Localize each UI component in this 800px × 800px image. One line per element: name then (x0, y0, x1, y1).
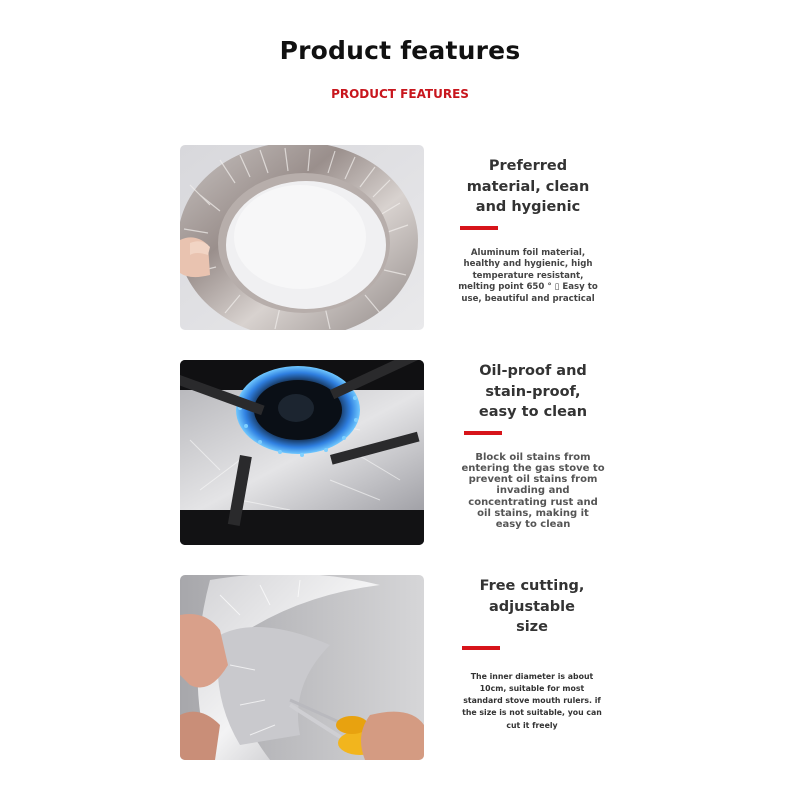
description-line: healthy and hygienic, high (463, 259, 593, 270)
heading-line: easy to clean (478, 404, 588, 420)
heading-line: Oil-proof and (479, 363, 587, 379)
scissors-cutting-image (180, 575, 424, 760)
feature-description (458, 452, 608, 531)
heading-line: adjustable (489, 598, 575, 615)
description-line: Block oil stains from (475, 451, 591, 463)
feature-heading (450, 156, 606, 218)
feature-oil-proof (458, 361, 608, 531)
accent-bar (462, 646, 500, 650)
description-line: melting point 650 ° ▯ Easy to (458, 282, 598, 293)
accent-bar (460, 226, 498, 230)
foil-ring-image (180, 145, 424, 330)
feature-heading (458, 361, 608, 423)
heading-line: Free cutting, (479, 578, 585, 594)
description-line: prevent oil stains from (468, 474, 598, 486)
heading-line: material, clean (466, 178, 590, 195)
description-line: oil stains, making it (477, 507, 589, 519)
heading-line: Preferred (488, 158, 568, 174)
gas-burner-image (180, 360, 424, 545)
description-line: easy to clean (495, 519, 571, 531)
description-line: concentrating rust and (468, 496, 598, 508)
description-line: invading and (496, 485, 570, 497)
description-line: standard stove mouth rulers. if (463, 696, 601, 706)
heading-line: stain-proof, (485, 383, 581, 400)
heading-line: size (516, 619, 548, 635)
feature-heading (456, 576, 608, 638)
description-line: 10cm, suitable for most (479, 683, 585, 693)
description-line: Aluminum foil material, (470, 247, 586, 258)
feature-description (450, 248, 606, 306)
page-subtitle: PRODUCT FEATURES (331, 87, 469, 101)
description-line: use, beautiful and practical (461, 293, 595, 304)
description-line: the size is not suitable, you can (462, 708, 602, 718)
feature-material (450, 156, 606, 305)
heading-line: and hygienic (475, 199, 581, 215)
feature-description (456, 671, 608, 732)
description-line: temperature resistant, (472, 270, 584, 281)
description-line: cut it freely (506, 720, 558, 730)
accent-bar (464, 431, 502, 435)
feature-free-cutting (456, 576, 608, 732)
page-title: Product features (279, 36, 521, 65)
description-line: entering the gas stove to (461, 462, 605, 474)
description-line: The inner diameter is about (470, 671, 594, 681)
